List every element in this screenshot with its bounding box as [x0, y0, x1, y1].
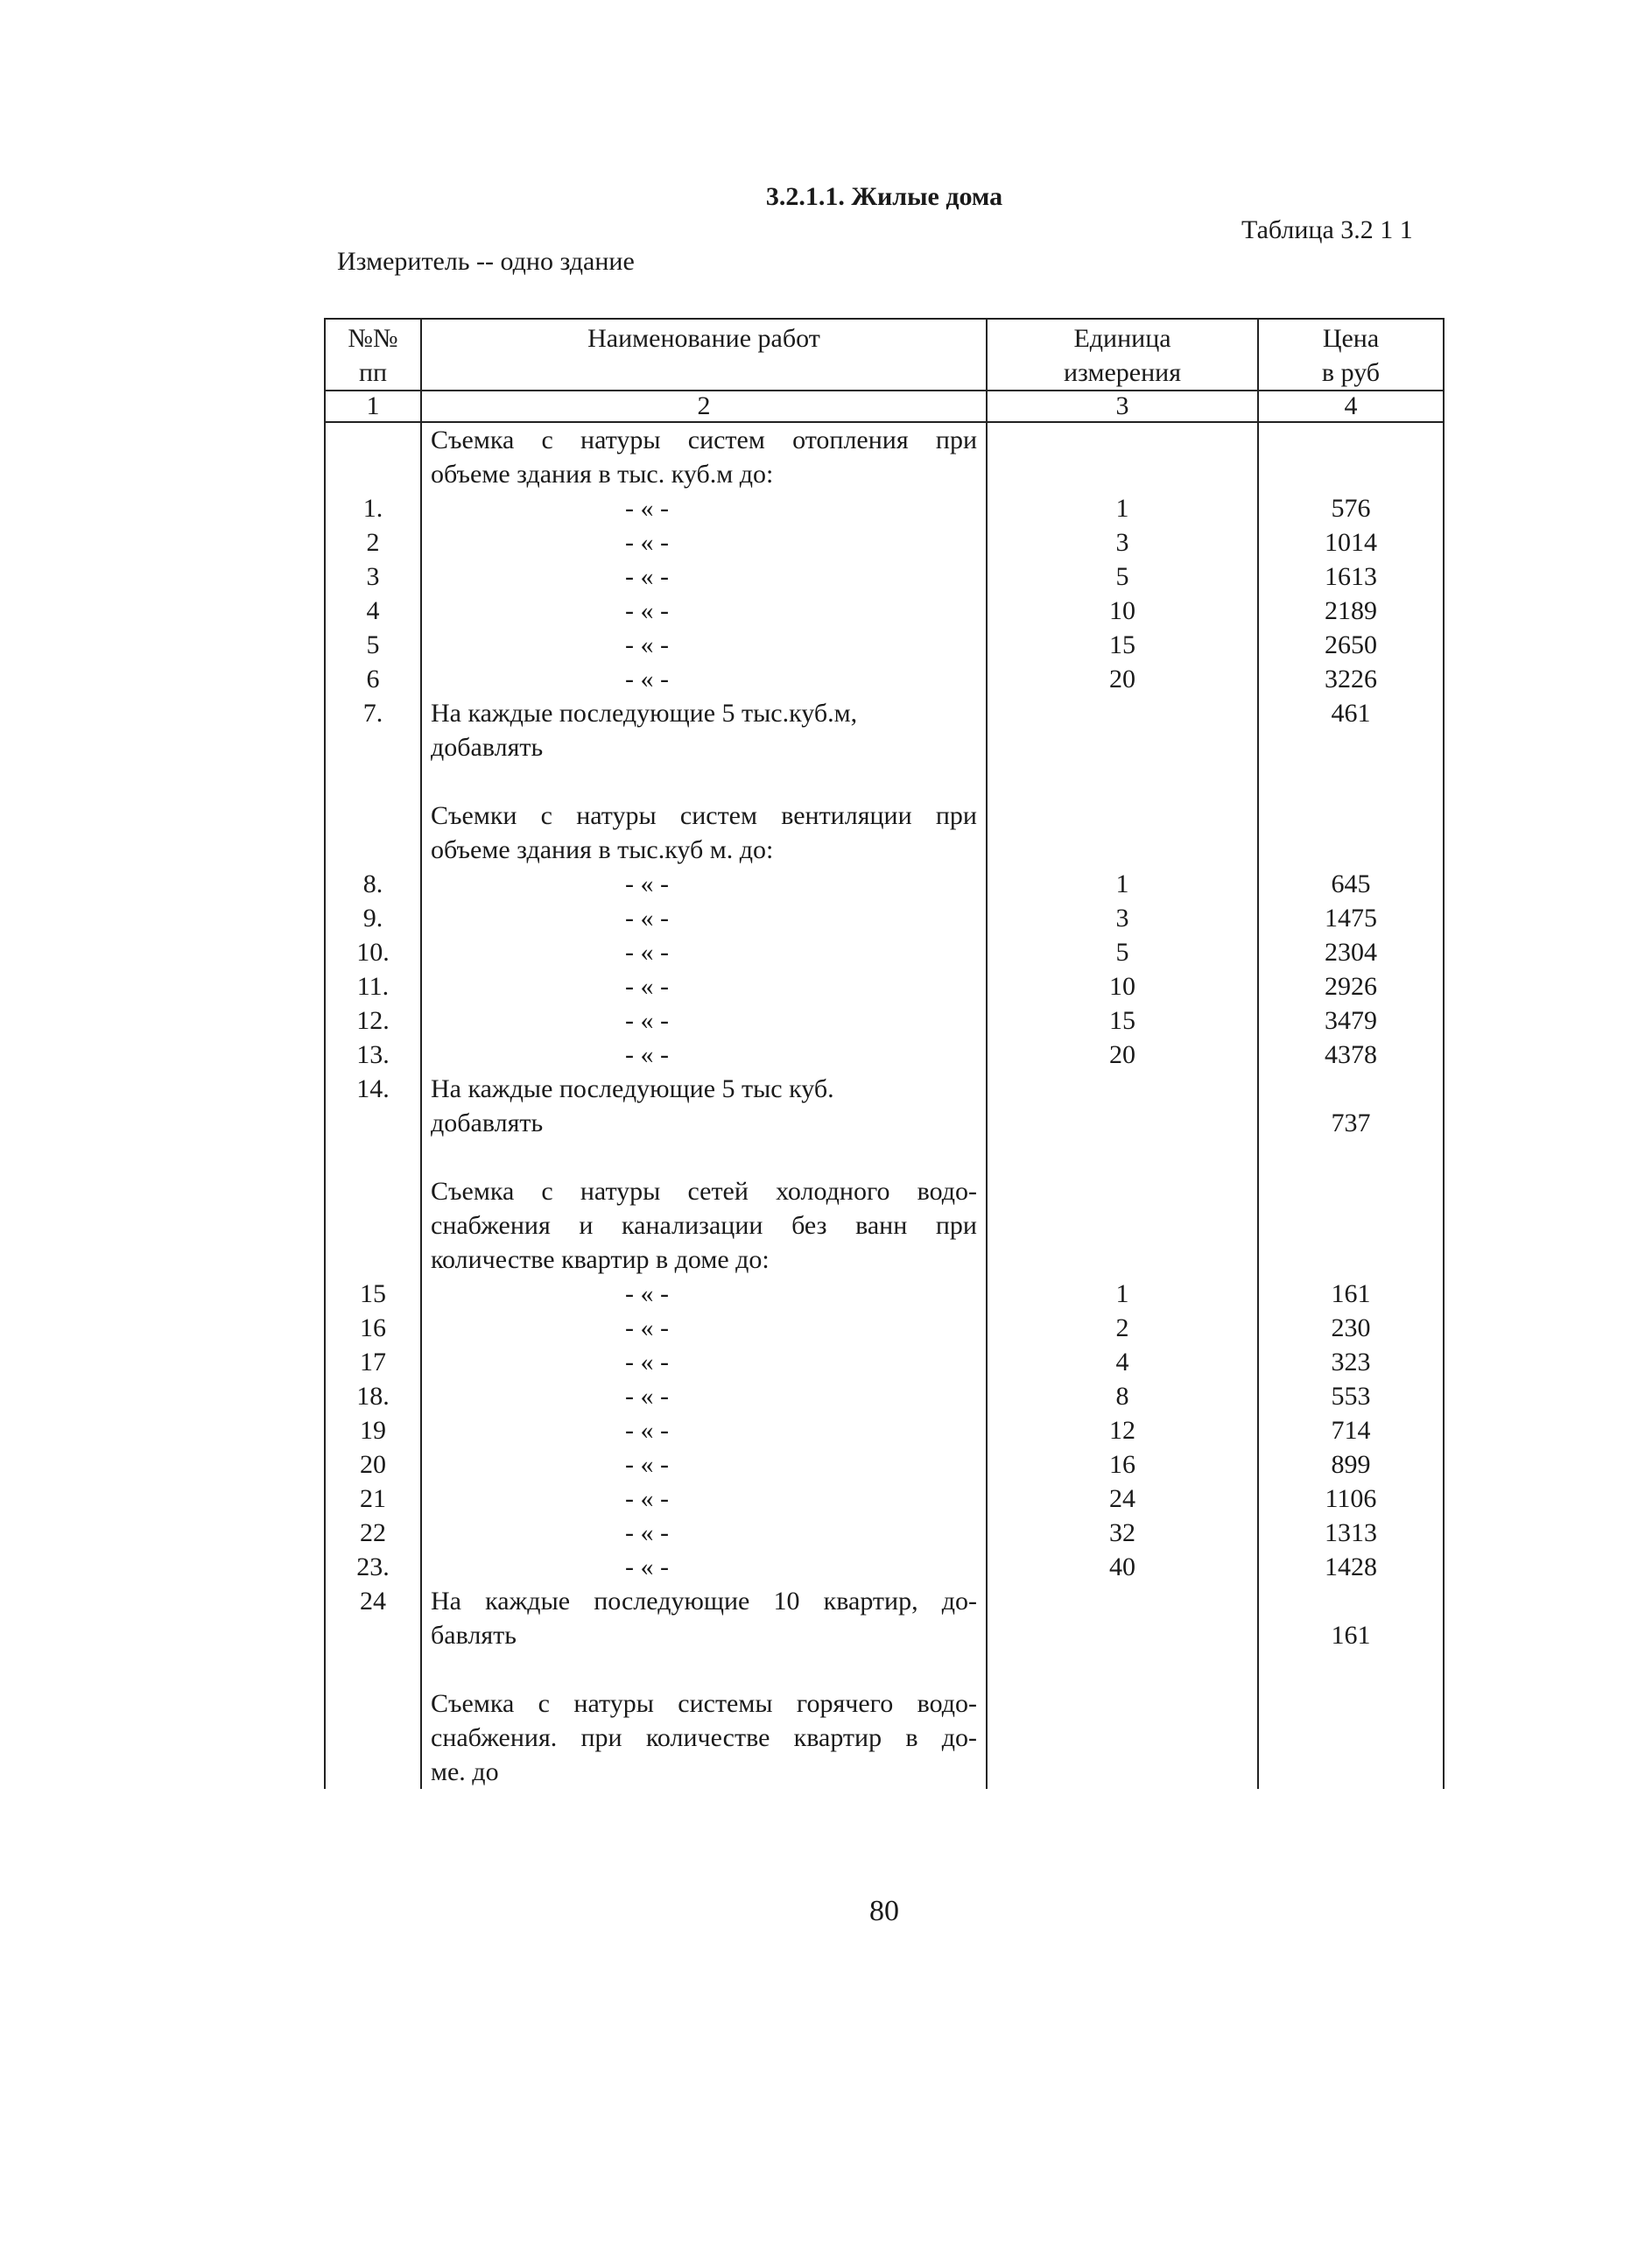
row-number: 15	[325, 1277, 421, 1311]
price-value: 1428	[1258, 1550, 1444, 1584]
extra-text: добавлять	[431, 1109, 544, 1137]
empty-cell	[987, 1584, 1258, 1618]
price-value: 2650	[1258, 628, 1444, 662]
unit-value: 8	[987, 1379, 1258, 1413]
empty-cell	[987, 1686, 1258, 1721]
intro-row	[325, 1208, 1444, 1243]
row-number: 22	[325, 1516, 421, 1550]
spacer-cell	[325, 764, 421, 799]
unit-value: 4	[987, 1345, 1258, 1379]
row-number: 11.	[325, 969, 421, 1003]
intro-text: Съемка с натуры сетей холодного водо-	[431, 1177, 977, 1206]
empty-cell	[325, 1721, 421, 1755]
empty-cell	[987, 1106, 1258, 1140]
intro-text: снабжения и канализации без ванн при	[431, 1211, 977, 1240]
spacer-cell	[421, 1652, 987, 1686]
unit-value: 32	[987, 1516, 1258, 1550]
ditto-mark: - « -	[421, 1413, 987, 1447]
unit-value: 3	[987, 525, 1258, 560]
ditto-mark: - « -	[421, 662, 987, 696]
table-row	[325, 1345, 1444, 1379]
row-number: 17	[325, 1345, 421, 1379]
table-row	[325, 867, 1444, 901]
ditto-mark: - « -	[421, 1516, 987, 1550]
table-row	[325, 969, 1444, 1003]
page-number: 80	[869, 1895, 899, 1927]
group-intro-line	[421, 799, 987, 833]
row-number: 1.	[325, 491, 421, 525]
price-value: 230	[1258, 1311, 1444, 1345]
intro-row	[325, 422, 1444, 457]
unit-value: 3	[987, 901, 1258, 935]
row-number: 13.	[325, 1038, 421, 1072]
extra-line	[421, 1072, 987, 1106]
unit-value: 16	[987, 1447, 1258, 1482]
empty-cell	[325, 833, 421, 867]
intro-text: объеме здания в тыс. куб.м до:	[431, 460, 774, 489]
empty-cell	[1258, 799, 1444, 833]
unit-value: 12	[987, 1413, 1258, 1447]
price-value: 1014	[1258, 525, 1444, 560]
extra-line	[421, 1106, 987, 1140]
price-value: 1475	[1258, 901, 1444, 935]
empty-cell	[987, 422, 1258, 457]
ditto-mark: - « -	[421, 1482, 987, 1516]
price-value: 576	[1258, 491, 1444, 525]
table-row	[325, 594, 1444, 628]
table-number: Таблица 3.2 1 1	[1241, 215, 1413, 244]
table-body	[325, 422, 1444, 1789]
meter-note: Измеритель -- одно здание	[337, 247, 635, 276]
price-table	[324, 318, 1445, 1789]
intro-text: количестве квартир в доме до:	[431, 1245, 770, 1274]
column-number: 2	[421, 391, 987, 422]
ditto-mark: - « -	[421, 1277, 987, 1311]
group-intro-line	[421, 1208, 987, 1243]
price-value: 737	[1258, 1106, 1444, 1140]
header-unit: Единица измерения	[987, 319, 1258, 391]
row-number: 18.	[325, 1379, 421, 1413]
empty-cell	[1258, 1208, 1444, 1243]
empty-cell	[1258, 1584, 1444, 1618]
row-number: 4	[325, 594, 421, 628]
table-row	[325, 1379, 1444, 1413]
empty-cell	[987, 1721, 1258, 1755]
spacer-row	[325, 764, 1444, 799]
empty-cell	[987, 1755, 1258, 1789]
table-row	[325, 1516, 1444, 1550]
price-value: 3479	[1258, 1003, 1444, 1038]
intro-row	[325, 1174, 1444, 1208]
ditto-mark: - « -	[421, 1379, 987, 1413]
price-value: 2189	[1258, 594, 1444, 628]
price-value: 461	[1258, 696, 1444, 730]
extra-line	[421, 1584, 987, 1618]
table-row	[325, 1311, 1444, 1345]
row-number: 14.	[325, 1072, 421, 1106]
column-number: 3	[987, 391, 1258, 422]
table-row	[325, 662, 1444, 696]
table-row	[325, 1618, 1444, 1652]
group-intro-line	[421, 1755, 987, 1789]
table-row	[325, 1447, 1444, 1482]
ditto-mark: - « -	[421, 594, 987, 628]
price-value: 4378	[1258, 1038, 1444, 1072]
ditto-mark: - « -	[421, 628, 987, 662]
intro-row	[325, 1686, 1444, 1721]
table-row	[325, 935, 1444, 969]
spacer-cell	[987, 1140, 1258, 1174]
unit-value: 1	[987, 867, 1258, 901]
empty-cell	[325, 422, 421, 457]
ditto-mark: - « -	[421, 525, 987, 560]
table-row	[325, 1482, 1444, 1516]
table-header	[325, 319, 1444, 422]
column-number: 1	[325, 391, 421, 422]
intro-row	[325, 457, 1444, 491]
intro-row	[325, 1755, 1444, 1789]
header-num: №№ пп	[325, 319, 421, 391]
table-row	[325, 1072, 1444, 1106]
ditto-mark: - « -	[421, 935, 987, 969]
ditto-mark: - « -	[421, 1447, 987, 1482]
spacer-cell	[421, 764, 987, 799]
empty-cell	[1258, 1755, 1444, 1789]
intro-row	[325, 1243, 1444, 1277]
unit-value: 40	[987, 1550, 1258, 1584]
ditto-mark: - « -	[421, 1003, 987, 1038]
row-number: 20	[325, 1447, 421, 1482]
empty-cell	[1258, 457, 1444, 491]
row-number: 24	[325, 1584, 421, 1618]
row-number: 10.	[325, 935, 421, 969]
column-number: 4	[1258, 391, 1444, 422]
table-row	[325, 491, 1444, 525]
header-price: Цена в руб	[1258, 319, 1444, 391]
intro-text: Съемка с натуры систем отопления при	[431, 426, 977, 454]
spacer-cell	[1258, 1652, 1444, 1686]
price-value: 161	[1258, 1618, 1444, 1652]
unit-value: 5	[987, 935, 1258, 969]
price-value: 899	[1258, 1447, 1444, 1482]
group-intro-line	[421, 1721, 987, 1755]
table-row	[325, 1038, 1444, 1072]
price-value: 3226	[1258, 662, 1444, 696]
price-value: 161	[1258, 1277, 1444, 1311]
empty-cell	[325, 1174, 421, 1208]
table-row	[325, 560, 1444, 594]
empty-cell	[1258, 1174, 1444, 1208]
price-value: 2304	[1258, 935, 1444, 969]
ditto-mark: - « -	[421, 1550, 987, 1584]
unit-value: 5	[987, 560, 1258, 594]
ditto-mark: - « -	[421, 969, 987, 1003]
group-intro-line	[421, 833, 987, 867]
empty-cell	[987, 799, 1258, 833]
ditto-mark: - « -	[421, 901, 987, 935]
empty-cell	[325, 457, 421, 491]
intro-row	[325, 833, 1444, 867]
empty-cell	[325, 730, 421, 764]
table-row	[325, 730, 1444, 764]
group-intro-line	[421, 1174, 987, 1208]
unit-value: 15	[987, 628, 1258, 662]
table-row	[325, 1584, 1444, 1618]
row-number: 9.	[325, 901, 421, 935]
intro-text: объеме здания в тыс.куб м. до:	[431, 835, 774, 864]
table-row	[325, 901, 1444, 935]
price-value: 323	[1258, 1345, 1444, 1379]
unit-value: 20	[987, 662, 1258, 696]
price-value: 2926	[1258, 969, 1444, 1003]
table-row	[325, 1277, 1444, 1311]
empty-cell	[987, 1618, 1258, 1652]
spacer-cell	[325, 1652, 421, 1686]
extra-line	[421, 696, 987, 730]
empty-cell	[1258, 1686, 1444, 1721]
column-numbers-row	[325, 391, 1444, 422]
header-name: Наименование работ	[421, 319, 987, 391]
table-row	[325, 525, 1444, 560]
price-value: 553	[1258, 1379, 1444, 1413]
empty-cell	[987, 833, 1258, 867]
table-row	[325, 628, 1444, 662]
intro-row	[325, 1721, 1444, 1755]
intro-row	[325, 799, 1444, 833]
empty-cell	[1258, 422, 1444, 457]
price-value: 1613	[1258, 560, 1444, 594]
empty-cell	[987, 1072, 1258, 1106]
empty-cell	[325, 1243, 421, 1277]
ditto-mark: - « -	[421, 1038, 987, 1072]
unit-value: 15	[987, 1003, 1258, 1038]
group-intro-line	[421, 1243, 987, 1277]
empty-cell	[325, 1686, 421, 1721]
row-number: 16	[325, 1311, 421, 1345]
spacer-cell	[1258, 1140, 1444, 1174]
intro-text: Съемка с натуры системы горячего водо-	[431, 1689, 977, 1718]
row-number: 23.	[325, 1550, 421, 1584]
intro-text: ме. до	[431, 1757, 499, 1786]
extra-text: На каждые последующие 10 квартир, до-	[431, 1587, 977, 1616]
unit-value: 1	[987, 491, 1258, 525]
ditto-mark: - « -	[421, 1345, 987, 1379]
group-intro-line	[421, 1686, 987, 1721]
unit-value: 10	[987, 594, 1258, 628]
group-intro-line	[421, 457, 987, 491]
ditto-mark: - « -	[421, 1311, 987, 1345]
row-number: 5	[325, 628, 421, 662]
unit-value: 2	[987, 1311, 1258, 1345]
spacer-cell	[987, 764, 1258, 799]
table-row	[325, 696, 1444, 730]
empty-cell	[1258, 730, 1444, 764]
price-value: 1106	[1258, 1482, 1444, 1516]
table-row	[325, 1106, 1444, 1140]
extra-text: На каждые последующие 5 тыс.куб.м,	[431, 699, 858, 728]
spacer-cell	[1258, 764, 1444, 799]
row-number: 3	[325, 560, 421, 594]
empty-cell	[987, 1208, 1258, 1243]
spacer-cell	[421, 1140, 987, 1174]
empty-cell	[1258, 1243, 1444, 1277]
row-number: 21	[325, 1482, 421, 1516]
price-value: 645	[1258, 867, 1444, 901]
section-title: 3.2.1.1. Жилые дома	[765, 182, 1003, 211]
empty-cell	[325, 1106, 421, 1140]
ditto-mark: - « -	[421, 491, 987, 525]
extra-line	[421, 1618, 987, 1652]
extra-text: На каждые последующие 5 тыс куб.	[431, 1074, 834, 1103]
group-intro-line	[421, 422, 987, 457]
table-row	[325, 1003, 1444, 1038]
spacer-cell	[325, 1140, 421, 1174]
ditto-mark: - « -	[421, 867, 987, 901]
empty-cell	[987, 730, 1258, 764]
row-number: 8.	[325, 867, 421, 901]
row-number: 7.	[325, 696, 421, 730]
unit-value: 10	[987, 969, 1258, 1003]
empty-cell	[987, 1174, 1258, 1208]
empty-cell	[325, 1618, 421, 1652]
empty-cell	[325, 1755, 421, 1789]
ditto-mark: - « -	[421, 560, 987, 594]
empty-cell	[987, 1243, 1258, 1277]
empty-cell	[325, 1208, 421, 1243]
empty-cell	[1258, 1721, 1444, 1755]
intro-text: снабжения. при количестве квартир в до-	[431, 1723, 977, 1752]
unit-value: 1	[987, 1277, 1258, 1311]
extra-text: бавлять	[431, 1621, 517, 1650]
row-number: 19	[325, 1413, 421, 1447]
row-number: 2	[325, 525, 421, 560]
extra-text: добавлять	[431, 733, 544, 762]
spacer-cell	[987, 1652, 1258, 1686]
unit-value: 24	[987, 1482, 1258, 1516]
price-value: 714	[1258, 1413, 1444, 1447]
row-number: 6	[325, 662, 421, 696]
intro-text: Съемки с натуры систем вентиляции при	[431, 801, 977, 830]
empty-cell	[325, 799, 421, 833]
empty-cell	[1258, 1072, 1444, 1106]
price-value: 1313	[1258, 1516, 1444, 1550]
table-row	[325, 1413, 1444, 1447]
unit-value: 20	[987, 1038, 1258, 1072]
empty-cell	[1258, 833, 1444, 867]
spacer-row	[325, 1652, 1444, 1686]
extra-line	[421, 730, 987, 764]
empty-cell	[987, 457, 1258, 491]
empty-cell	[987, 696, 1258, 730]
table-row	[325, 1550, 1444, 1584]
spacer-row	[325, 1140, 1444, 1174]
row-number: 12.	[325, 1003, 421, 1038]
